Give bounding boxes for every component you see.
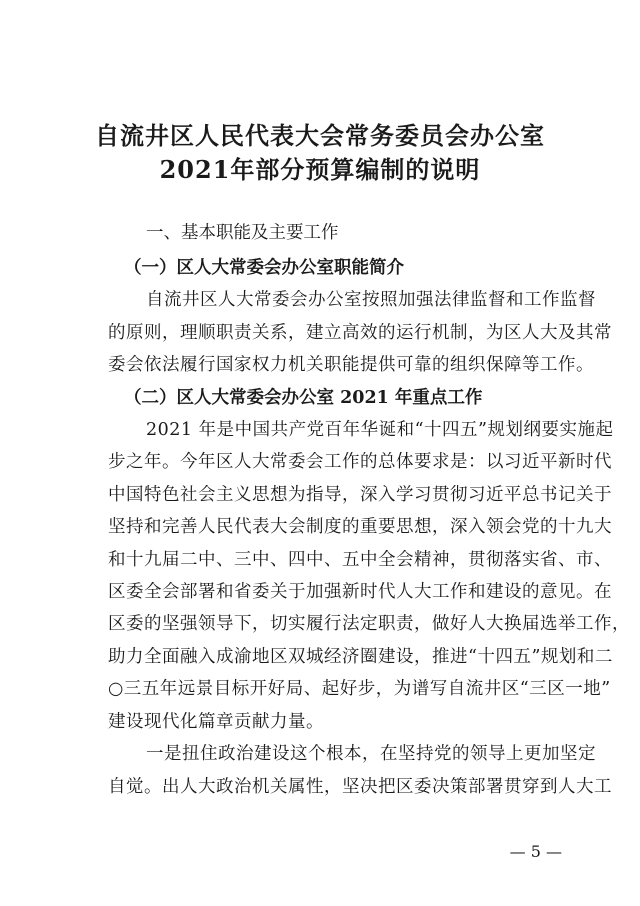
paragraph-line: 2021 年是中国共产党百年华诞和“十四五”规划纲要实施起 (146, 420, 614, 440)
paragraph-line: 建设现代化篇章贡献力量。 (108, 712, 324, 732)
paragraph-line: 一是扭住政治建设这个根本，在坚持党的领导上更加坚定 (146, 744, 596, 764)
document-title-line-2: 2021年部分预算编制的说明 (159, 155, 481, 184)
paragraph-line: 区委全会部署和省委关于加强新时代人大工作和建设的意见。在 (108, 582, 612, 602)
paragraph-line: 步之年。今年区人大常委会工作的总体要求是：以习近平新时代 (108, 452, 612, 472)
page-number: — 5 — (509, 842, 562, 861)
paragraph-line: ○三五年远景目标开好局、起好步，为谱写自流井区“三区一地” (108, 679, 611, 699)
paragraph-line: 自觉。出人大政治机关属性，坚决把区委决策部署贯穿到人大工 (108, 777, 612, 797)
section-heading-basic-functions: 一、基本职能及主要工作 (146, 223, 339, 243)
paragraph-line: 坚持和完善人民代表大会制度的重要思想，深入领会党的十九大 (108, 517, 612, 537)
paragraph-line: 和十九届二中、三中、四中、五中全会精神，贯彻落实省、市、 (108, 550, 612, 570)
subsection-heading-functions: （一）区人大常委会办公室职能简介 (124, 258, 404, 278)
paragraph-line: 区委的坚强领导下，切实履行法定职责，做好人大换届选举工作， (108, 614, 630, 634)
paragraph-line: 中国特色社会主义思想为指导，深入学习贯彻习近平总书记关于 (108, 485, 612, 505)
subsection-heading-key-work: （二）区人大常委会办公室 2021 年重点工作 (124, 388, 483, 408)
paragraph-line: 的原则，理顺职责关系，建立高效的运行机制，为区人大及其常 (108, 323, 612, 343)
paragraph-line: 自流井区人大常委会办公室按照加强法律监督和工作监督 (146, 290, 596, 310)
document-title-line-1: 自流井区人民代表大会常务委员会办公室 (95, 121, 545, 150)
paragraph-line: 委会依法履行国家权力机关职能提供可靠的组织保障等工作。 (108, 355, 594, 375)
paragraph-line: 助力全面融入成渝地区双城经济圈建设，推进“十四五”规划和二 (108, 647, 613, 667)
